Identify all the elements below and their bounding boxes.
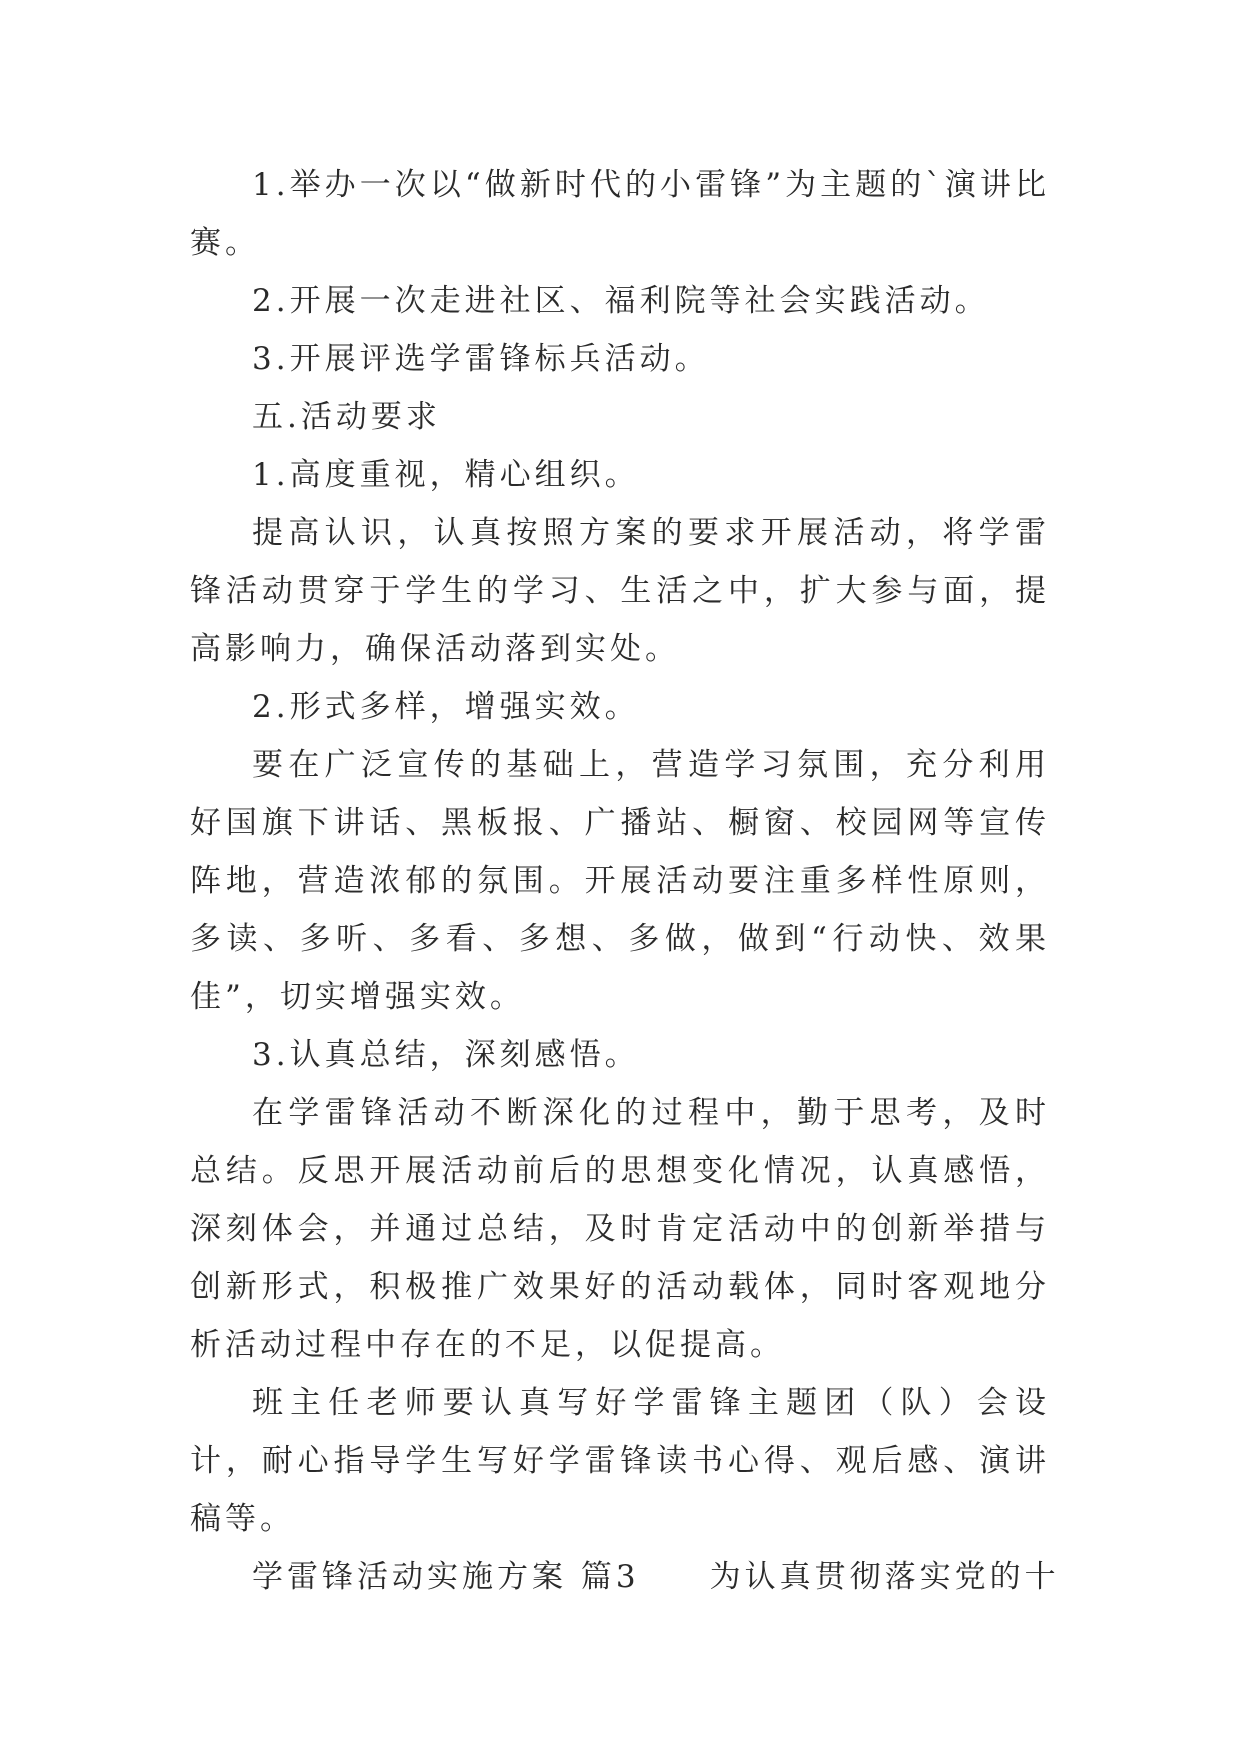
requirement-2-heading: 2.形式多样，增强实效。	[252, 689, 640, 725]
requirement-2-body: 要在广泛宣传的基础上，营造学习氛围，充分利用好国旗下讲话、黑板报、广播站、橱窗、校园网等宣传阵地，营造浓郁的氛围。开展活动要注重多样性原则，多读、多听、多看、多想、多做，做到“行动快、效果佳”，切实增强实效。	[190, 747, 1050, 1015]
requirement-1-body: 提高认识，认真按照方案的要求开展活动，将学雷锋活动贯穿于学生的学习、生活之中，扩大参与面，提高影响力，确保活动落到实处。	[190, 515, 1050, 667]
teacher-guidance-paragraph: 班主任老师要认真写好学雷锋主题团（队）会设计，耐心指导学生写好学雷锋读书心得、观后感、演讲稿等。	[190, 1385, 1050, 1537]
requirement-3-body: 在学雷锋活动不断深化的过程中，勤于思考，及时总结。反思开展活动前后的思想变化情况，认真感悟，深刻体会，并通过总结，及时肯定活动中的创新举措与创新形式，积极推广效果好的活动载体，同时客观地分析活动过程中存在的不足，以促提高。	[190, 1095, 1050, 1363]
requirement-1-heading: 1.高度重视，精心组织。	[252, 457, 640, 493]
paragraph-activity-2: 2.开展一次走进社区、福利院等社会实践活动。	[252, 283, 990, 319]
requirement-3-heading: 3.认真总结，深刻感悟。	[252, 1037, 640, 1073]
section-heading-requirements: 五.活动要求	[252, 399, 441, 435]
document-body	[190, 156, 1060, 1606]
next-section-line: 学雷锋活动实施方案 篇3 为认真贯彻落实党的十	[252, 1559, 1060, 1595]
paragraph-activity-3: 3.开展评选学雷锋标兵活动。	[252, 341, 710, 377]
paragraph-activity-1: 1.举办一次以“做新时代的小雷锋”为主题的`演讲比赛。	[190, 167, 1050, 261]
